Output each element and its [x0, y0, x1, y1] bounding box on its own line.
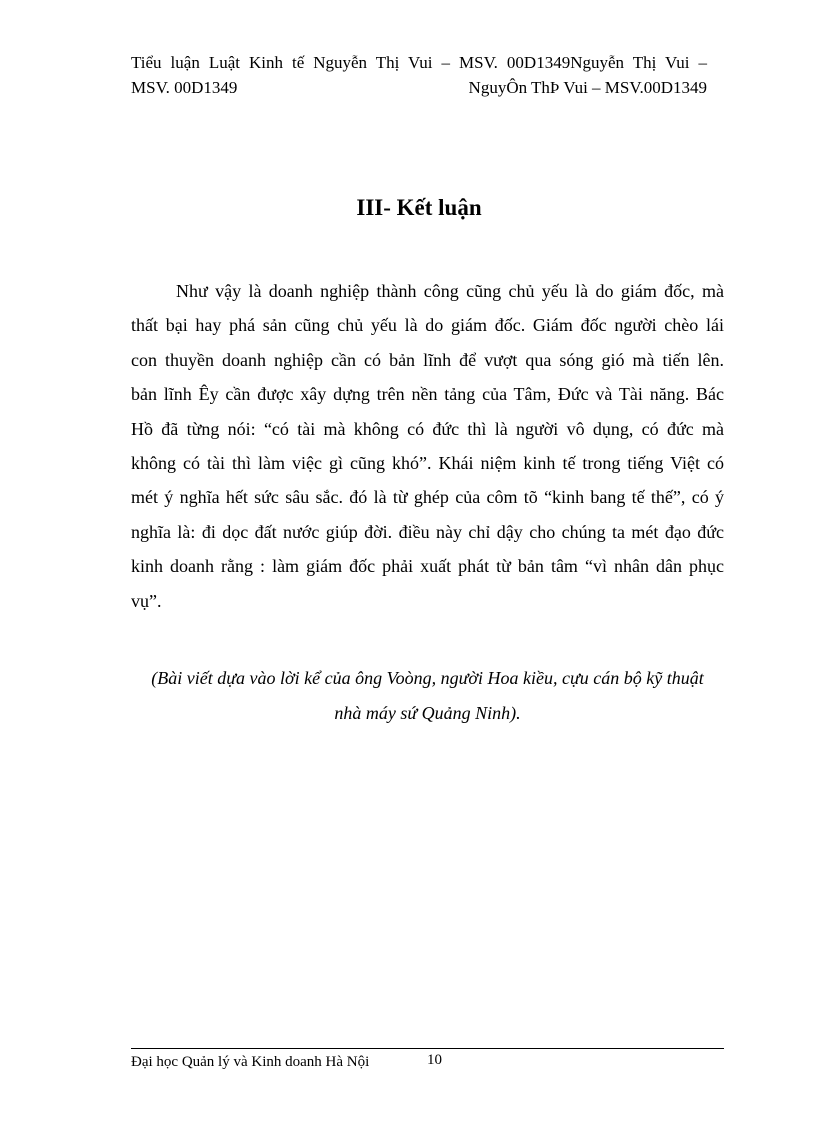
- section-title: III- Kết luận: [356, 195, 482, 220]
- page-number: 10: [427, 1052, 442, 1068]
- body-line: mét ý nghĩa hết sức sâu sắc. đó là từ ghép của côm tõ “kinh bang tế thế”, có ý: [131, 487, 724, 508]
- body-line: Hồ đã từng nói: “có tài mà không có đức thì là người vô dụng, có đức mà: [131, 418, 724, 439]
- body-line: nghĩa là: đi dọc đất nước giúp đời. điều này chỉ dậy cho chúng ta mét đạo đức: [131, 521, 724, 542]
- header-line-2-left: MSV. 00D1349: [131, 78, 238, 97]
- footer-institution: Đại học Quản lý và Kinh doanh Hà Nội: [131, 1054, 370, 1070]
- body-paragraph: [131, 274, 724, 618]
- header-line-1: Tiểu luận Luật Kinh tế Nguyễn Thị Vui – MSV. 00D1349Nguyễn Thị Vui –: [131, 53, 707, 72]
- header-line-2-right: NguyÔn ThÞ Vui – MSV.00D1349: [468, 78, 707, 97]
- body-line: thất bại hay phá sản cũng chủ yếu là do giám đốc. Giám đốc người chèo lái: [131, 315, 724, 336]
- page-header: [131, 50, 707, 100]
- body-line: không có tài thì làm việc gì cũng khó”. Khái niệm kinh tế trong tiếng Việt có: [131, 453, 724, 474]
- header-line-2: [131, 75, 707, 100]
- body-line: Như vậy là doanh nghiệp thành công cũng chủ yếu là do giám đốc, mà: [176, 281, 724, 301]
- body-line: kinh doanh rằng : làm giám đốc phải xuất phát từ bản tâm “vì nhân dân phục: [131, 556, 724, 577]
- body-line: vụ”.: [131, 590, 162, 611]
- body-line: bản lĩnh Êy cần được xây dựng trên nền tảng của Tâm, Đức và Tài năng. Bác: [131, 384, 724, 405]
- footer-divider: [131, 1048, 724, 1049]
- citation-line: (Bài viết dựa vào lời kể của ông Voòng, người Hoa kiều, cựu cán bộ kỹ thuật: [151, 668, 704, 688]
- body-line: con thuyền doanh nghiệp cần có bản lĩnh để vượt qua sóng gió mà tiến lên.: [131, 349, 724, 370]
- citation-line: nhà máy sứ Quảng Ninh).: [334, 703, 521, 723]
- source-citation: [131, 661, 724, 731]
